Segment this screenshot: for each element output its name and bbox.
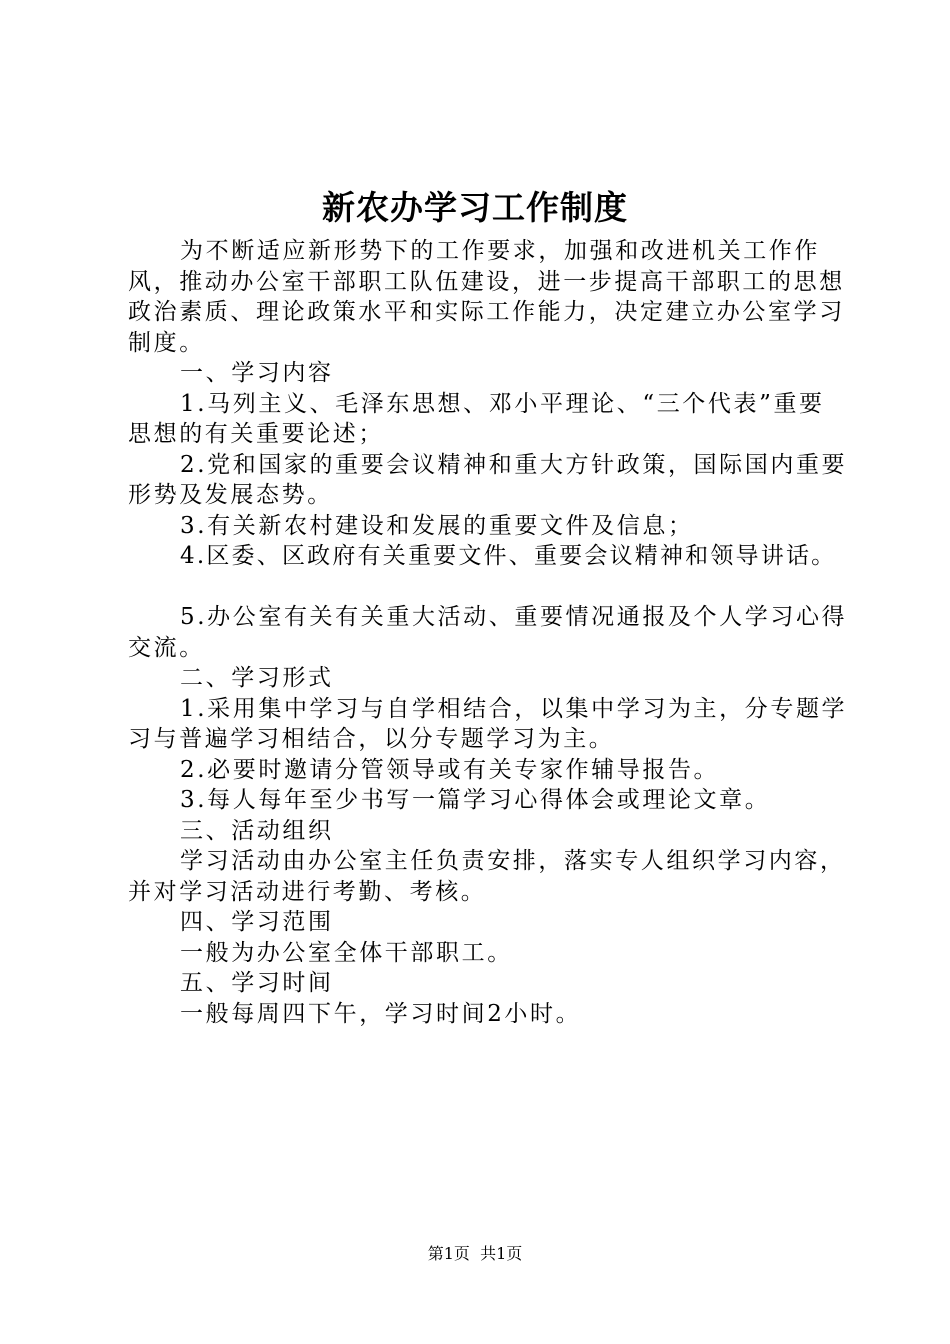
section-heading-study-time: 五、学习时间: [180, 970, 334, 996]
list-item: 1.马列主义、毛泽东思想、邓小平理论、“三个代表”重要思想的有关重要论述；: [128, 390, 825, 447]
section-heading-activity-organization: 三、活动组织: [180, 817, 334, 844]
body-paragraph: 一般为办公室全体干部职工。: [180, 939, 513, 966]
list-item: 4.区委、区政府有关重要文件、重要会议精神和领导讲话。: [180, 543, 837, 569]
body-paragraph: 学习活动由办公室主任负责安排，落实专人组织学习内容，并对学习活动进行考勤、考核。: [128, 848, 846, 905]
section-heading-study-form: 二、学习形式: [180, 665, 334, 691]
list-item: 3.每人每年至少书写一篇学习心得体会或理论文章。: [180, 787, 771, 813]
list-item: 3.有关新农村建设和发展的重要文件及信息；: [180, 512, 694, 539]
list-item: 5.办公室有关有关重大活动、重要情况通报及个人学习心得交流。: [128, 604, 848, 661]
document-title: 新农办学习工作制度: [322, 188, 628, 227]
section-heading-study-scope: 四、学习范围: [180, 909, 334, 935]
intro-paragraph: 为不断适应新形势下的工作要求，加强和改进机关工作作风，推动办公室干部职工队伍建设，进一步提高干部职工的思想政治素质、理论政策水平和实际工作能力，决定建立办公室学习制度。: [128, 238, 845, 356]
document-body: [128, 236, 848, 1029]
section-heading-study-content: 一、学习内容: [180, 360, 334, 386]
list-item: 2.党和国家的重要会议精神和重大方针政策，国际国内重要形势及发展态势。: [128, 451, 848, 508]
body-paragraph: 一般每周四下午，学习时间2小时。: [180, 1000, 582, 1027]
blank-line: [128, 572, 848, 603]
list-item: 2.必要时邀请分管领导或有关专家作辅导报告。: [180, 756, 720, 783]
page-footer: 第1页 共1页: [427, 1244, 523, 1263]
list-item: 1.采用集中学习与自学相结合，以集中学习为主，分专题学习与普遍学习相结合，以分专题学习为主。: [128, 695, 848, 752]
